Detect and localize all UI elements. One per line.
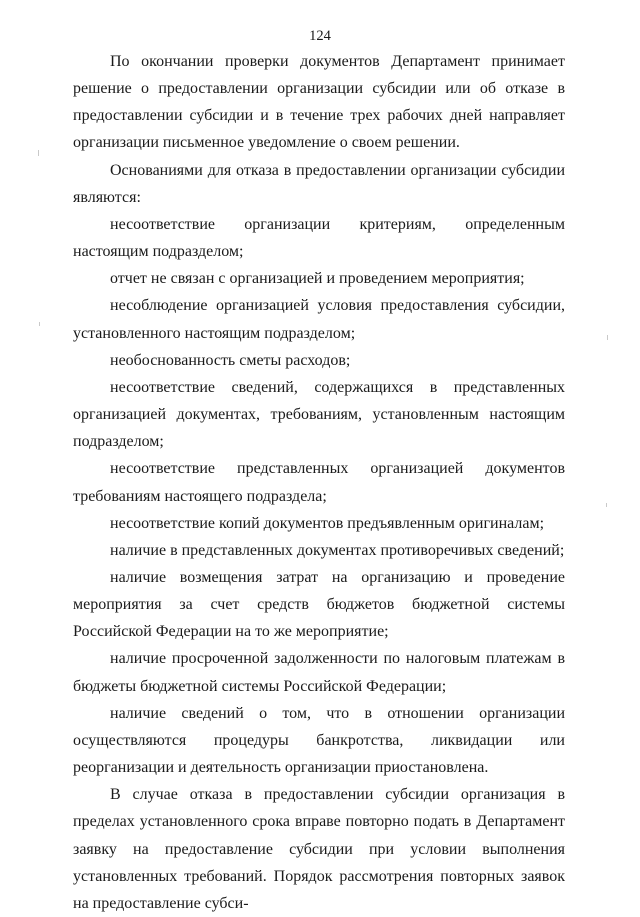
list-item: необоснованность сметы расходов; bbox=[110, 351, 351, 369]
list-item: наличие просроченной задолженности по налоговым платежам в бюджеты бюджетной системы Российской Федерации; bbox=[73, 650, 565, 695]
scan-edge-mark bbox=[39, 322, 40, 326]
scan-edge-mark bbox=[607, 335, 608, 340]
list-item: наличие возмещения затрат на организацию и проведение мероприятия за счет средств бюджетов бюджетной системы Российской Федерации на то же мероприятие; bbox=[73, 568, 565, 641]
list-item: наличие в представленных документах противоречивых сведений; bbox=[110, 541, 565, 559]
paragraph-resubmission: В случае отказа в предоставлении субсидии организация в пределах установленного срока вправе повторно подать в Департамент заявку на предоставление субсидии при условии выполнения установленных требований. Порядок рассмотрения повторных заявок на предоставление субси- bbox=[73, 786, 565, 912]
list-item: несоответствие организации критериям, определенным настоящим подразделом; bbox=[73, 215, 565, 261]
scan-edge-mark bbox=[606, 503, 607, 507]
paragraph-refusal-grounds-intro: Основаниями для отказа в предоставлении организации субсидии являются: bbox=[73, 161, 565, 206]
scan-edge-mark bbox=[38, 150, 39, 156]
list-item: несоответствие сведений, содержащихся в представленных организацией документах, требованиям, установленным настоящим подразделом; bbox=[73, 378, 565, 451]
list-item: наличие сведений о том, что в отношении организации осуществляются процедуры банкротства, ликвидации или реорганизации и деятельность организации приостановлена. bbox=[73, 704, 565, 777]
document-body bbox=[73, 48, 565, 917]
list-item: несоответствие представленных организацией документов требованиям настоящего подраздела; bbox=[73, 460, 565, 505]
paragraph-decision: По окончании проверки документов Департамент принимает решение о предоставлении организации субсидии или об отказе в предоставлении субсидии и в течение трех рабочих дней направляет организации письменное уведомление о своем решении. bbox=[73, 53, 565, 152]
list-item: отчет не связан с организацией и проведением мероприятия; bbox=[110, 270, 525, 288]
page-number: 124 bbox=[309, 28, 331, 44]
list-item: несоблюдение организацией условия предоставления субсидии, установленного настоящим подразделом; bbox=[73, 297, 565, 342]
list-item: несоответствие копий документов предъявленным оригиналам; bbox=[110, 514, 545, 532]
